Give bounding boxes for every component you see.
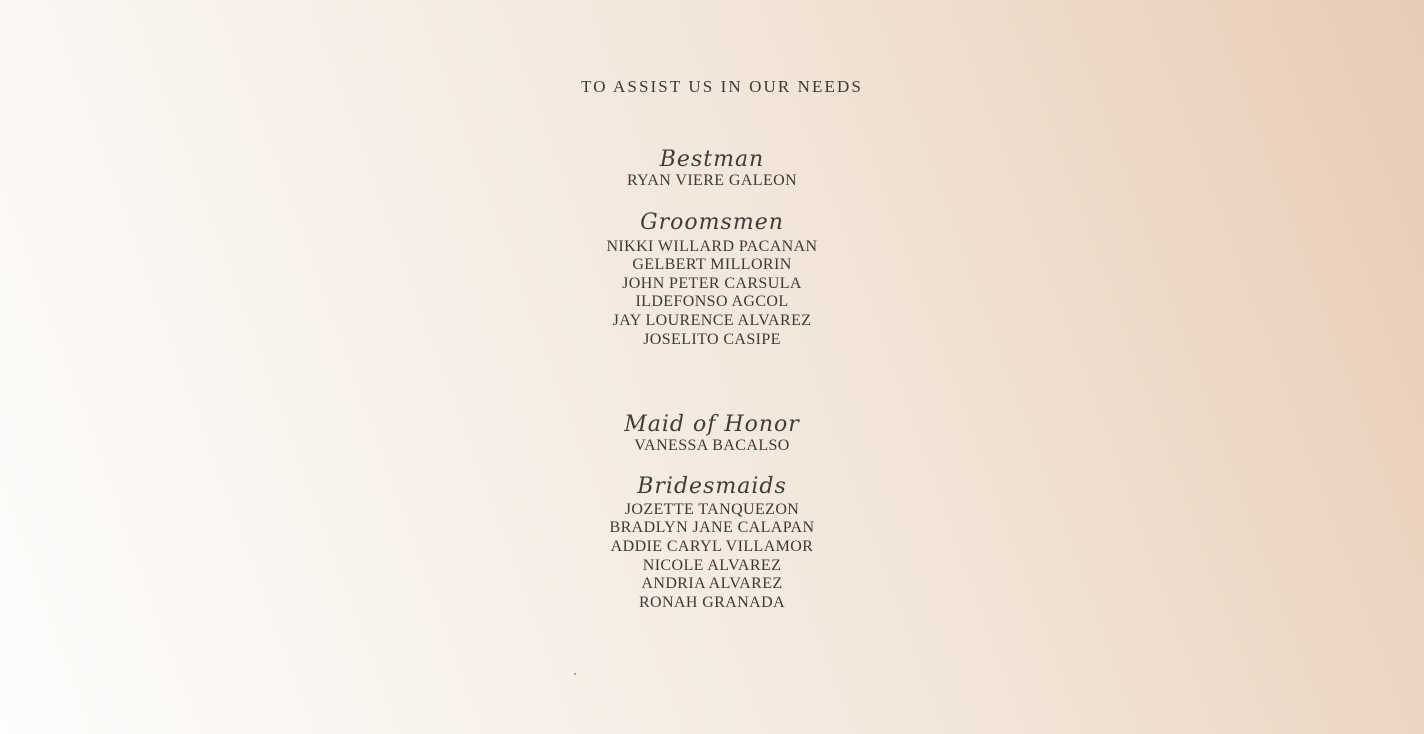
entourage-name: VANESSA BACALSO [634, 437, 790, 455]
entourage-name: ADDIE CARYL VILLAMOR [610, 537, 814, 555]
entourage-name: NICOLE ALVAREZ [642, 556, 782, 574]
entourage-name: JOZETTE TANQUEZON [624, 500, 800, 518]
section-bridesmaids [512, 474, 912, 613]
name-list [512, 172, 912, 191]
section-bestman [512, 147, 912, 191]
entourage-name: BRADLYN JANE CALAPAN [609, 519, 815, 537]
entourage-name: JOSELITO CASIPE [643, 330, 781, 348]
name-list [512, 238, 912, 350]
entourage-name: GELBERT MILLORIN [632, 256, 792, 274]
entourage-program [512, 0, 912, 612]
name-list [512, 501, 912, 613]
section-heading-bestman: Bestman [659, 147, 765, 172]
entourage-name: JAY LOURENCE ALVAREZ [612, 311, 812, 329]
entourage-name: ILDEFONSO AGCOL [635, 293, 789, 311]
entourage-name: NIKKI WILLARD PACANAN [606, 237, 818, 255]
entourage-name: JOHN PETER CARSULA [622, 274, 802, 292]
entourage-name: RYAN VIERE GALEON [626, 172, 798, 189]
name-list [512, 437, 912, 456]
section-maid-of-honor [512, 412, 912, 456]
entourage-name: ANDRIA ALVAREZ [641, 575, 783, 593]
section-groomsmen [512, 210, 912, 350]
section-heading-maid-of-honor: Maid of Honor [624, 412, 800, 438]
entourage-name: RONAH GRANADA [638, 593, 786, 611]
page-title: TO ASSIST US IN OUR NEEDS [581, 77, 863, 96]
section-heading-groomsmen: Groomsmen [640, 209, 784, 235]
paper-speck [574, 673, 576, 675]
section-heading-bridesmaids: Bridesmaids [637, 473, 787, 499]
